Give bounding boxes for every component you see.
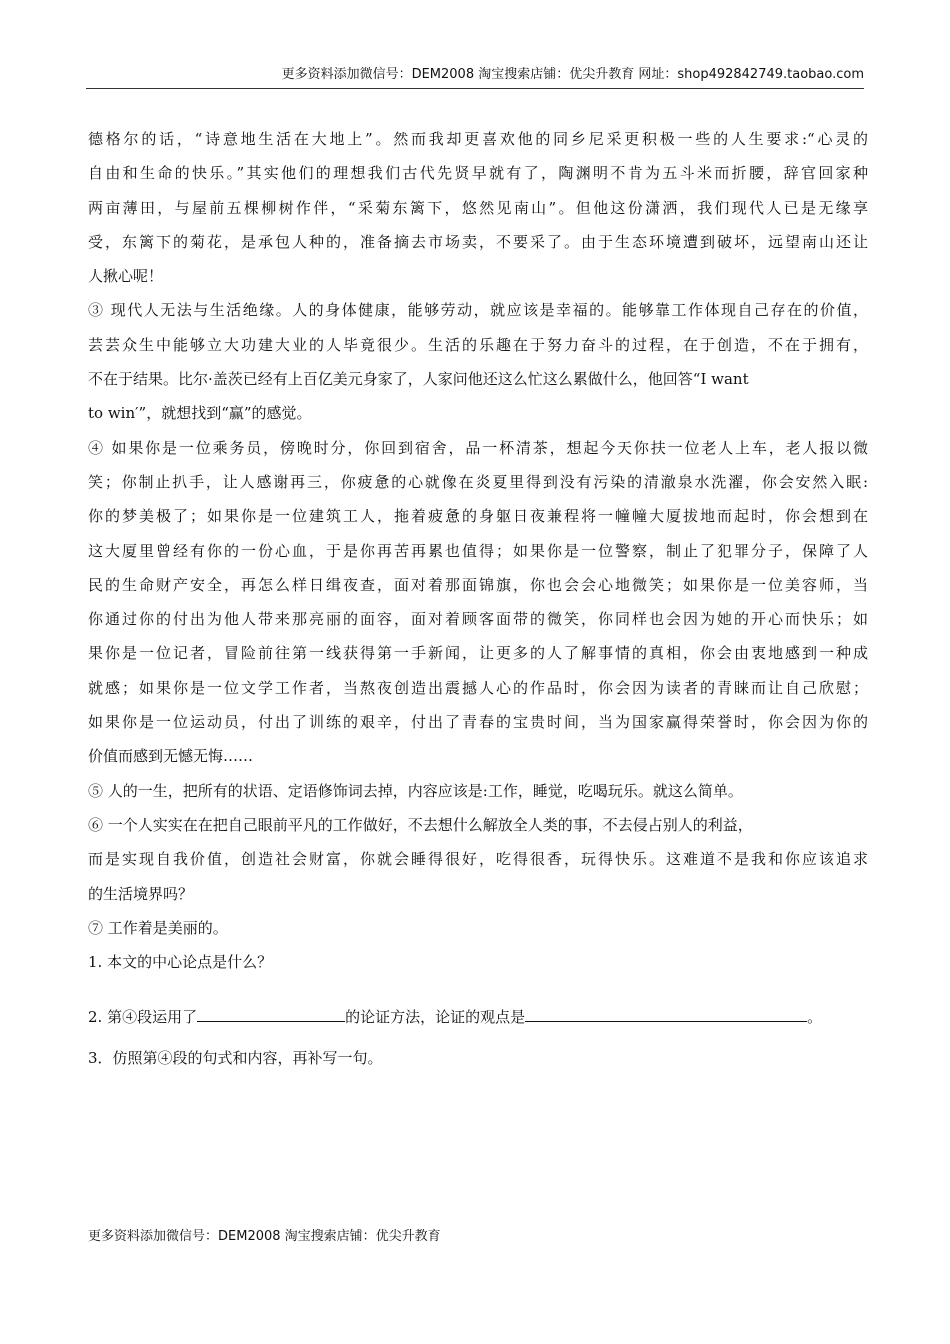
paragraph-4-line: 就感；如果你是一位文学工作者，当熬夜创造出震撼人心的作品时，你会因为读者的青睐而让自己欣慰；	[88, 678, 868, 697]
answer-blank-method[interactable]	[197, 1003, 345, 1022]
paragraph-3-line: ③ 现代人无法与生活绝缘。人的身体健康，能够劳动，就应该是幸福的。能够靠工作体现自己存在的价值，	[88, 301, 868, 320]
page-header: 更多资料添加微信号：DEM2008 淘宝搜索店铺：优尖升教育 网址：shop492842749.taobao.com	[86, 66, 864, 89]
paragraph-4-line: 果你是一位记者，冒险前往第一线获得第一手新闻，让更多的人了解事情的真相，你会由衷地感到一种成	[88, 644, 868, 663]
document-body	[88, 126, 868, 1079]
paragraph-4-line: 你的梦美极了；如果你是一位建筑工人，拖着疲惫的身躯日夜兼程将一幢幢大厦拔地而起时，你会想到在	[88, 507, 868, 526]
paragraph-7-line: ⑦ 工作着是美丽的。	[88, 918, 228, 937]
paragraph-3-line: to win′”，就想找到“赢”的感觉。	[88, 404, 312, 423]
paragraph-4-line: 价值而感到无憾无悔……	[88, 747, 254, 766]
paragraph-6-line: 而是实现自我价值，创造社会财富，你就会睡得很好，吃得很香，玩得快乐。这难道不是我和你应该追求	[88, 850, 868, 869]
question-2-middle: 的论证方法，论证的观点是	[345, 1008, 526, 1027]
paragraph-6-line: ⑥ 一个人实实在在把自己眼前平凡的工作做好，不去想什么解放全人类的事，不去侵占别人的利益，	[88, 815, 753, 834]
question-2-suffix: 。	[807, 1008, 823, 1027]
paragraph-4-line: 笑；你制止扒手，让人感谢再三，你疲惫的心就像在炎夏里得到没有污染的清澈泉水洗濯，你会安然入眠:	[88, 472, 868, 491]
paragraph-4-line: 民的生命财产安全，再怎么样日缉夜查，面对着那面锦旗，你也会会心地微笑；如果你是一位美容师，当	[88, 575, 868, 594]
paragraph-4-line: 这大厦里曾经有你的一份心血，于是你再苦再累也值得；如果你是一位警察，制止了犯罪分子，保障了人	[88, 541, 868, 560]
paragraph-line: 人揪心呢！	[88, 267, 164, 286]
paragraph-3-line: 芸芸众生中能够立大功建大业的人毕竟很少。生活的乐趣在于努力奋斗的过程，在于创造，不在于拥有，	[88, 335, 868, 354]
paragraph-4-line: 你通过你的付出为他人带来那亮丽的面容，面对着顾客面带的微笑，你同样也会因为她的开心而快乐；如	[88, 610, 868, 629]
paragraph-3-line: 不在于结果。比尔·盖茨已经有上百亿美元身家了，人家问他还这么忙这么累做什么，他回答“I want	[88, 370, 749, 389]
paragraph-line: 德格尔的话，“诗意地生活在大地上”。然而我却更喜欢他的同乡尼采更积极一些的人生要求:“心灵的	[88, 130, 868, 148]
page-footer: 更多资料添加微信号：DEM2008 淘宝搜索店铺：优尖升教育	[88, 1229, 441, 1244]
paragraph-5-line: ⑤ 人的一生，把所有的状语、定语修饰词去掉，内容应该是:工作，睡觉，吃喝玩乐。就这么简单。	[88, 781, 743, 800]
paragraph-line: 自由和生命的快乐。”其实他们的理想我们古代先贤早就有了，陶渊明不肯为五斗米而折腰，辞官回家种	[88, 164, 868, 183]
paragraph-4-line: 如果你是一位运动员，付出了训练的艰辛，付出了青春的宝贵时间，当为国家赢得荣誉时，你会因为你的	[88, 713, 868, 732]
question-1: 1. 本文的中心论点是什么？	[88, 953, 273, 972]
paragraph-6-line: 的生活境界吗？	[88, 884, 194, 903]
answer-blank-viewpoint[interactable]	[525, 1003, 807, 1022]
paragraph-line: 受，东篱下的菊花，是承包人种的，准备摘去市场卖，不要采了。由于生态环境遭到破坏，远望南山还让	[88, 232, 868, 251]
question-2-prefix: 2. 第④段运用了	[88, 1008, 198, 1027]
question-3: 3．仿照第④段的句式和内容，再补写一句。	[88, 1049, 383, 1068]
question-2	[88, 1003, 868, 1045]
paragraph-4-line: ④ 如果你是一位乘务员，傍晚时分，你回到宿舍，品一杯清茶，想起今天你扶一位老人上车，老人报以微	[88, 438, 868, 457]
paragraph-line: 两亩薄田，与屋前五棵柳树作伴，“采菊东篱下，悠然见南山”。但他这份潇洒，我们现代人已是无缘享	[88, 198, 868, 217]
